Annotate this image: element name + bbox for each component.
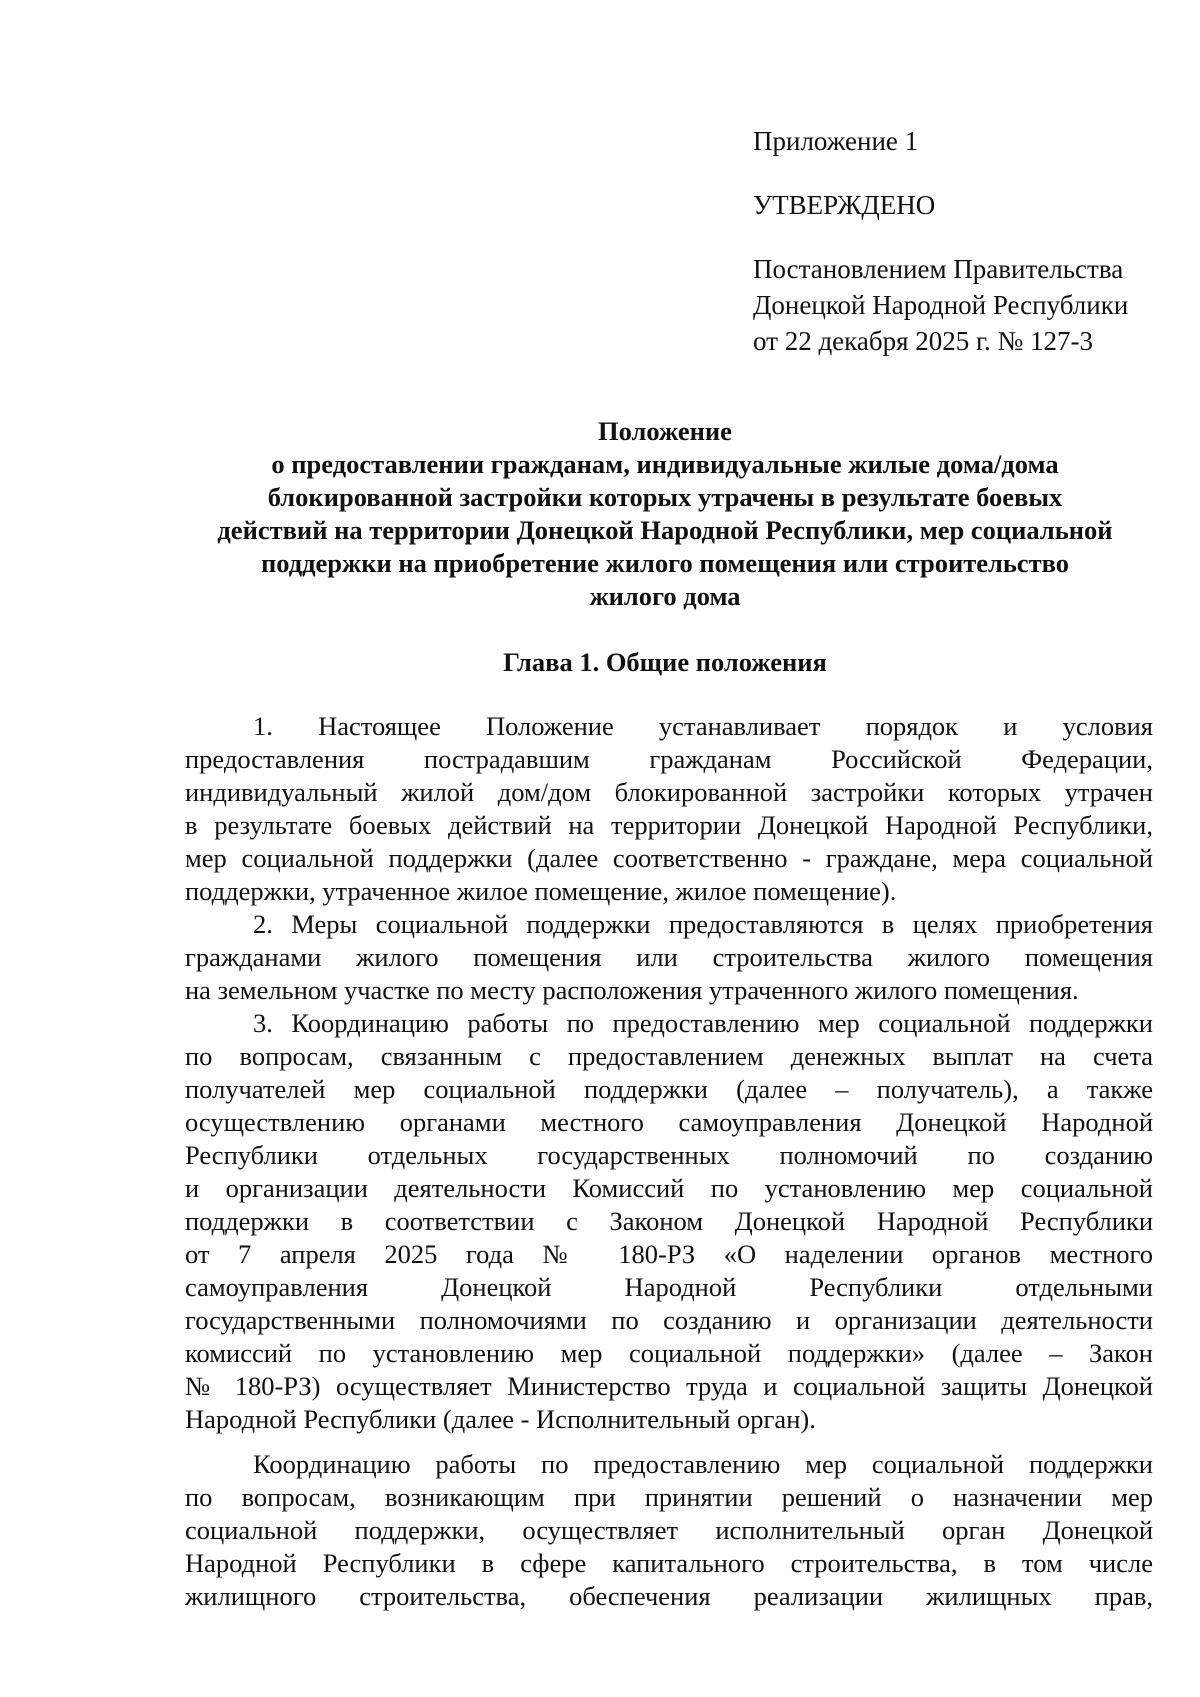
text-line: мер социальной поддержки (далее соответственно - граждане, мера социальной (185, 843, 1153, 873)
text-line: индивидуальный жилой дом/дом блокированной застройки которых утрачен (185, 777, 1153, 807)
document-body (185, 710, 1153, 1613)
approval-stamp (753, 123, 1173, 359)
text-line: от 7 апреля 2025 года № 180-РЗ «О наделении органов местного (185, 1239, 1153, 1269)
text-line: и организации деятельности Комиссий по установлению мер социальной (185, 1173, 1153, 1203)
text-line: Координацию работы по предоставлению мер социальной поддержки (253, 1449, 1153, 1479)
text-line: гражданами жилого помещения или строительства жилого помещения (185, 942, 1153, 972)
title-line: о предоставлении гражданам, индивидуальные жилые дома/дома (271, 449, 1059, 479)
document-title (170, 415, 1160, 613)
text-line: Республики отдельных государственных полномочий по созданию (185, 1140, 1153, 1170)
chapter-heading: Глава 1. Общие положения (503, 647, 827, 677)
text-line: социальной поддержки, осуществляет исполнительный орган Донецкой (185, 1515, 1153, 1545)
title-line: действий на территории Донецкой Народной Республики, мер социальной (217, 515, 1113, 545)
text-line: 2. Меры социальной поддержки предоставляются в целях приобретения (253, 909, 1153, 939)
text-line: осуществлению органами местного самоуправления Донецкой Народной (185, 1107, 1153, 1137)
text-line: 3. Координацию работы по предоставлению мер социальной поддержки (253, 1008, 1153, 1038)
title-line: жилого дома (589, 581, 741, 611)
text-line: получателей мер социальной поддержки (далее – получатель), а также (185, 1074, 1153, 1104)
decree-line-2: Донецкой Народной Республики (753, 290, 1129, 320)
paragraph-2 (185, 908, 1153, 1007)
paragraph-1 (185, 710, 1153, 908)
text-line: государственными полномочиями по созданию и организации деятельности (185, 1305, 1153, 1335)
text-line: в результате боевых действий на территории Донецкой Народной Республики, (185, 810, 1153, 840)
text-line: Народной Республики в сфере капитального строительства, в том числе (185, 1548, 1153, 1578)
text-line: по вопросам, возникающим при принятии решений о назначении мер (185, 1482, 1153, 1512)
text-line: самоуправления Донецкой Народной Республики отдельными (185, 1272, 1153, 1302)
decree-line-3: от 22 декабря 2025 г. № 127-3 (753, 326, 1094, 356)
paragraph-4 (185, 1448, 1153, 1613)
text-line: предоставления пострадавшим гражданам Российской Федерации, (185, 744, 1153, 774)
paragraph-3 (185, 1007, 1153, 1436)
appendix-label: Приложение 1 (753, 126, 919, 156)
approved-label: УТВЕРЖДЕНО (753, 190, 936, 220)
text-line: поддержки в соответствии с Законом Донецкой Народной Республики (185, 1206, 1153, 1236)
decree-line-1: Постановлением Правительства (753, 254, 1124, 284)
text-line: на земельном участке по месту расположения утраченного жилого помещения. (185, 975, 1079, 1005)
text-line: поддержки, утраченное жилое помещение, жилое помещение). (185, 876, 897, 906)
text-line: Народной Республики (далее - Исполнительный орган). (185, 1404, 816, 1434)
text-line: комиссий по установлению мер социальной поддержки» (далее – Закон (185, 1338, 1153, 1368)
title-line: Положение (598, 416, 732, 446)
title-line: поддержки на приобретение жилого помещения или строительство (260, 548, 1070, 578)
title-line: блокированной застройки которых утрачены в результате боевых (267, 482, 1063, 512)
paragraph-spacer (185, 1436, 1153, 1448)
text-line: жилищного строительства, обеспечения реализации жилищных прав, (185, 1581, 1153, 1611)
text-line: 1. Настоящее Положение устанавливает порядок и условия (253, 711, 1153, 741)
text-line: № 180-РЗ) осуществляет Министерство труда и социальной защиты Донецкой (185, 1371, 1153, 1401)
text-line: по вопросам, связанным с предоставлением денежных выплат на счета (185, 1041, 1153, 1071)
